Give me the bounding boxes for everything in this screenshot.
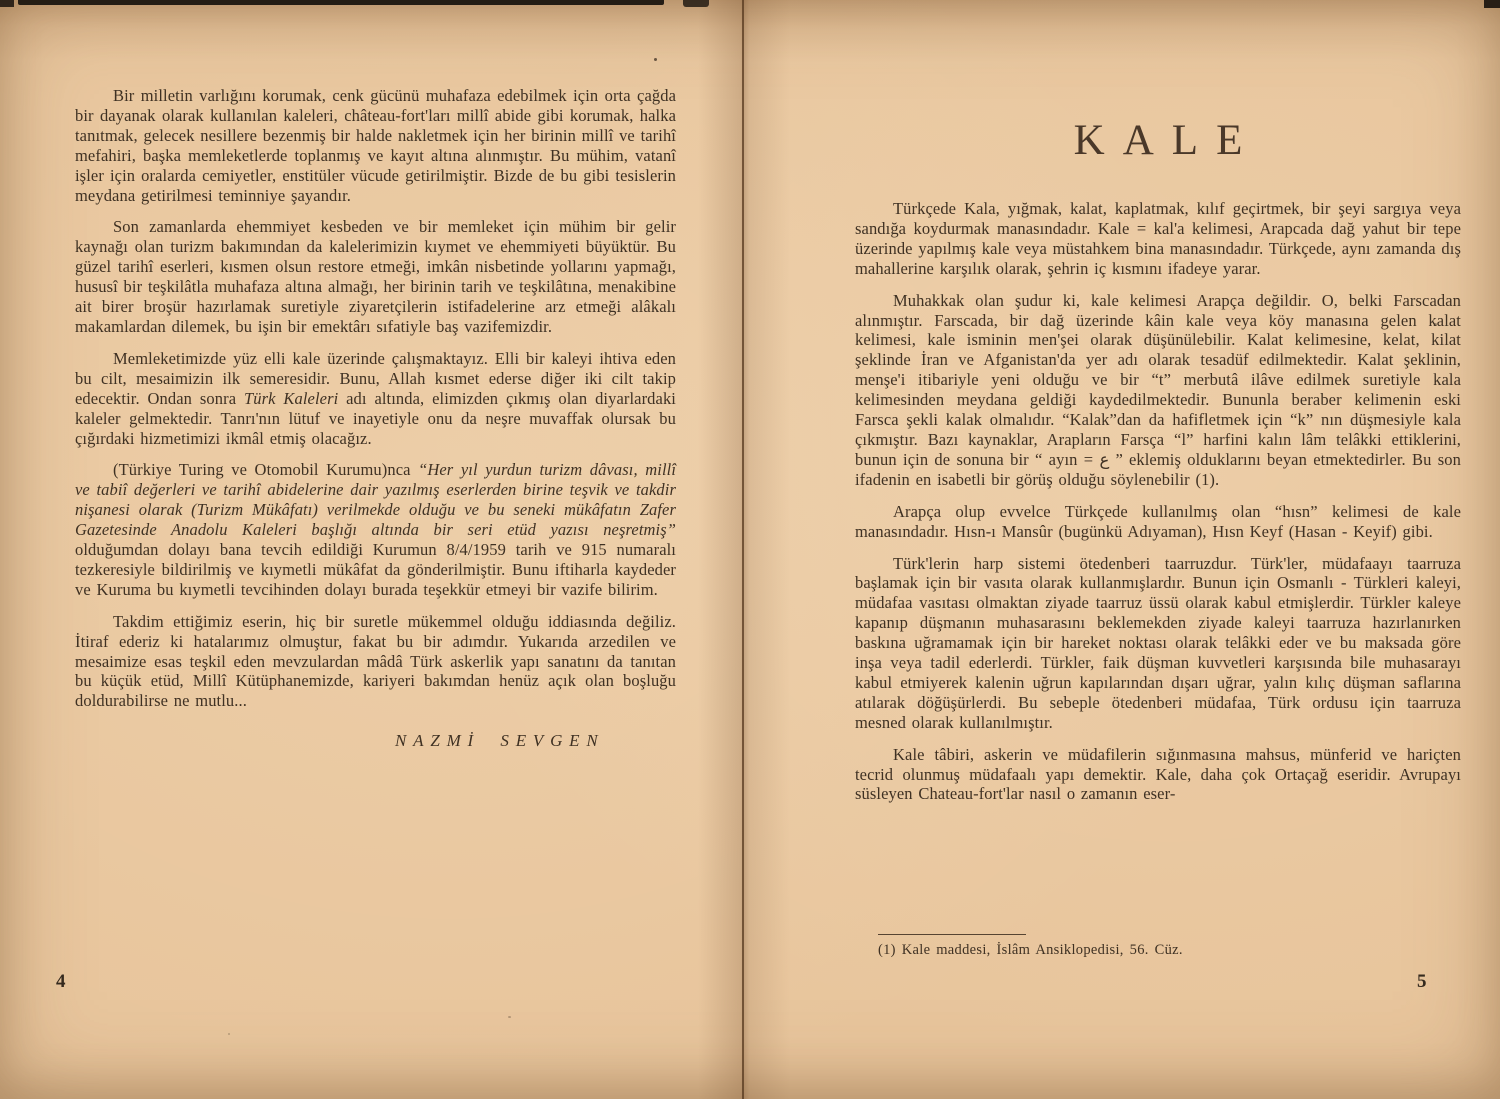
paragraph [855, 291, 1461, 490]
paragraph [855, 554, 1461, 733]
paper-speck [508, 1016, 511, 1018]
author-signature: NAZMİ SEVGEN [395, 731, 605, 751]
paragraph [855, 199, 1461, 279]
body-text: Takdim ettiğimiz eserin, hiç bir suretle mükemmel olduğu iddiasında değiliz. İtiraf ederiz ki hatalarımız olmuştur, fakat bu bir adımdır. Yukarıda arzedilen ve mesaimize esas teşkil eden mevzulardan mâdâ Türk askerlik yapı sanatını da tanıtan bu küçük etüd, Millî Kütüphanemizde, kariyeri bakımdan henüz açık olan boşluğu doldurabilirse ne mutlu... [75, 611, 676, 711]
body-text: Kale tâbiri, askerin ve müdafilerin sığınmasına mahsus, münferid ve hariçten tecrid olunmuş müdafaalı yapı demektir. Kale, daha çok Ortaçağ eseridir. Avrupayı süsleyen Chateau-fort'lar nasıl o zamanın eser- [855, 744, 1461, 804]
body-text: adı altında, elimizden çıkmış olan diyarlardaki kaleler gelmektedir. Tanrı'nın lütuf ve inayetiyle onu da neşre muvaffak olursak bu çığırdaki hizmetimizi ikmâl etmiş olacağız. [75, 388, 676, 448]
body-text: Türkçede Kala, yığmak, kalat, kaplatmak, kılıf geçirtmek, bir şeyi sargıya veya sandığa koydurmak manasındadır. Kale = kal'a kelimesi, Arapcada dağ yahut bir tepe üzerinde yapılmış kale veya müstahkem bina manasındadır. Türkçede, aynı zamanda dış mahallerine karşılık olarak, şehrin iç kısmını ifadeye yarar. [855, 199, 1461, 278]
page-gutter [742, 0, 744, 1099]
paragraph [75, 217, 676, 336]
paragraph [75, 460, 676, 599]
paper-speck [1434, 323, 1437, 326]
paper-speck [654, 58, 657, 61]
page-left [0, 0, 742, 1099]
body-text: Memleketimizde yüz elli kale üzerinde çalışmaktayız. Elli bir kaleyi ihtiva eden bu cilt, mesaimizin ilk semeresidir. Bunu, Allah kısmet ederse diğer iki cilt takip edecektir. Ondan sonra [75, 348, 676, 408]
page-number-left: 4 [56, 971, 66, 992]
left-text-column [75, 86, 676, 751]
paragraph [75, 349, 676, 449]
chapter-title: KALE [1073, 117, 1261, 164]
body-text: (Türkiye Turing ve Otomobil Kurumu)nca [113, 460, 419, 480]
right-text-column [855, 199, 1461, 804]
body-text: olduğumdan dolayı bana tevcih edildiği Kurumun 8/4/1959 tarih ve 915 numaralı tezkeresiyle bildirilmiş ve kıymetli mükâfat da gönderilmiştir. Bunu iftiharla kaydeder ve Kuruma bu kıymetli tevcihinden dolayı burada teşekkür etmeyi bir vazife bilirim. [75, 540, 676, 599]
paragraph [75, 612, 676, 712]
body-text: Arapça olup evvelce Türkçede kullanılmış olan “hısn” kelimesi de kale manasındadır. Hısn-ı Mansûr (bugünkü Adıyaman), Hısn Keyf (Hasan - Keyif) gibi. [855, 501, 1461, 541]
body-text: Son zamanlarda ehemmiyet kesbeden ve bir memleket için mühim bir gelir kaynağı olan turizm bakımından da kalelerimizin kıymet ve ehemmiyeti büyüktür. Bu güzel tarihî eserleri, kısmen olsun restore etmeği, imkân nisbetinde yollarını yapmağı, hususî bir teşkilâtla muhafaza altına almağı, her birinin tarih ve teşkilâtına, menakibine ait birer broşür hazırlamak suretiyle ziyaretçilerin istifadelerine arz etmeği alâkalı makamlardan dilemek, bu işin bir emektârı sıfatiyle baş vazifemizdir. [75, 217, 676, 336]
page-number-right: 5 [1417, 971, 1427, 992]
paragraph [75, 86, 676, 205]
paragraph [855, 745, 1461, 805]
body-text: Türk'lerin harp sistemi ötedenberi taarruzdur. Türk'ler, müdafaayı taarruza başlamak için bir vasıta olarak kullanmışlardır. Bunun için Osmanlı - Türkleri kaleyi, müdafaa vasıtası olmaktan ziyade taarruz üssü olarak kabul etmişlerdir. Türkler kaleye kapanıp düşmanın muhasarasını beklemekden ziyade kaleyi taarruza hazırlanırken baskına uğramamak için bir hareket noktası olarak telâkki eder ve bu maksada göre inşa veya tadil ederlerdi. Türkler, faik düşman kuvvetleri karşısında bile muhasarayı kabul etmiyerek kalenin uğrun kapılarından dışarı uğrar, yalın kılıç düşman saflarına atılarak döğüşürlerdi. Bu sebeple ötedenberi müdafaa, Türk ordusu için taarruza mesned olarak kullanılmıştır. [855, 553, 1461, 732]
footnote: (1) Kale maddesi, İslâm Ansiklopedisi, 56. Cüz. [878, 942, 1183, 958]
italic-text: Türk Kaleleri [243, 388, 339, 408]
footnote-rule [878, 934, 1026, 935]
paragraph [855, 502, 1461, 542]
page-right [745, 0, 1500, 1099]
paper-speck [228, 1033, 230, 1035]
body-text: Muhakkak olan şudur ki, kale kelimesi Arapça değildir. O, belki Farscadan alınmıştır. Farscada, bir dağ üzerinde kâin kale veya köy manasına gelen kalat kelimesi, kale isminin men'şei olarak düşünülebilir. Kalat kelimesine, kelat, kilat şeklinde İran ve Afganistan'da yer adı olarak tesadüf edilmektedir. Kalat şeklinin, menşe'i itibariyle yeni olduğu ve bir “t” merbutâ ilâve edilmek suretiyle kala kelimesinden meydana geldiği kaydedilmektedir. Bununla beraber kelimenin eski Farsca şekli kalak olmalıdır. “Kalak”dan da hafifletmek için “k” nın düşmesiyle kala çıkmıştır. Bazı kaynaklar, Arapların Farsça “l” harfini kalın lâm telâkki ettiklerini, bunun için de sonuna bir “ ayın = ع ” eklemiş olduklarını beyan etmektedirler. Bu son ifadenin en isabetli bir görüş olduğu söylenebilir (1). [855, 290, 1461, 489]
italic-text: “Her yıl yurdun turizm dâvası, millî ve tabiî değerleri ve tarihî abidelerine dair yazılmış eserlerden birine teşvik ve takdir nişanesi olarak (Turizm Mükâfatı) verilmekde olduğu ve bu seneki mükâfatın Zafer Gazetesinde Anadolu Kaleleri başlığı altında bir seri etüd yazısı neşretmiş” [75, 460, 676, 540]
body-text: Bir milletin varlığını korumak, cenk gücünü muhafaza edebilmek için orta çağda bir dayanak olarak kullanılan kaleleri, château-fort'ları millî abide gibi korumak, halka tanıtmak, gelecek nesillere bezenmiş bir halde nakletmek için her birinin millî ve tarihî mefahiri, başka memleketlerde toplanmış ve kayıt altına alınmıştır. Bu mühim, vatanî işler için oralarda cemiyetler, enstitüler vücude getirilmiştir. Bizde de bu gibi tesislerin meydana getirilmesi teminniye şayandır. [75, 86, 676, 205]
